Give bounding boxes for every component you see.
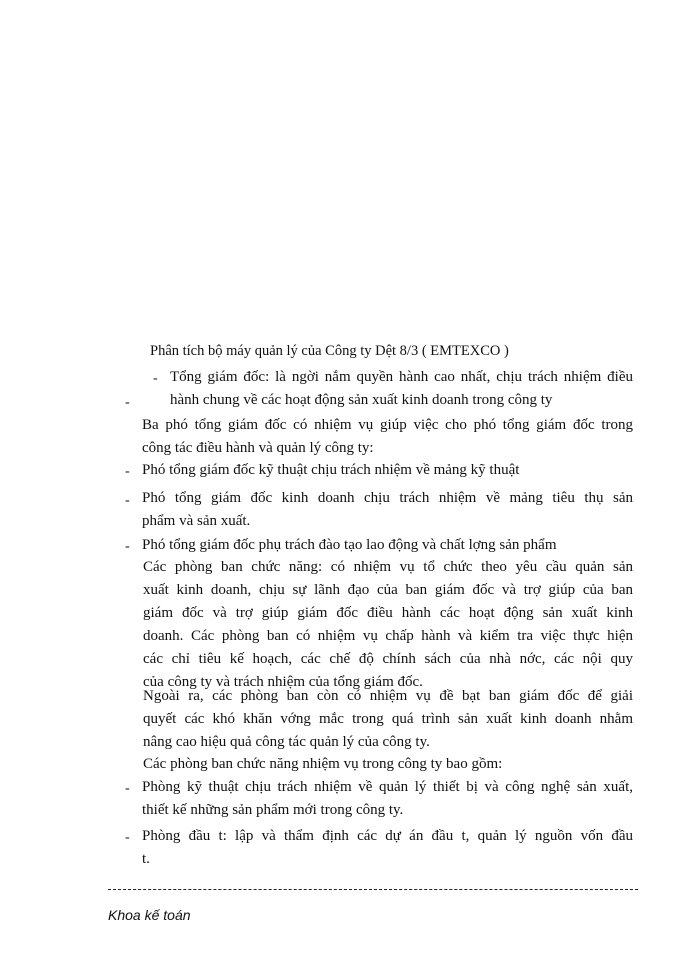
- bullet-item-line: phẩm và sản xuất.: [142, 513, 251, 529]
- footer-label: Khoa kế toán: [108, 907, 191, 923]
- bullet-item-line: công tác điều hành và quản lý công ty:: [142, 440, 374, 456]
- bullet-item-line: hành chung về các hoạt động sản xuất kinh doanh trong công ty: [170, 392, 553, 408]
- bullet-item-line: Phó tổng giám đốc kinh doanh chịu trách nhiệm về mảng tiêu thụ sản: [142, 490, 633, 506]
- paragraph-line: xuất kinh doanh, chịu sự lãnh đạo của ban giám đốc và trợ giúp của ban: [143, 582, 633, 598]
- department-item-line: Phòng kỹ thuật chịu trách nhiệm về quản lý thiết bị và công nghệ sản xuất,: [142, 779, 633, 795]
- bullet-item-line: Ba phó tổng giám đốc có nhiệm vụ giúp việc cho phó tổng giám đốc trong: [142, 417, 633, 433]
- paragraph-line: quyết các khó khăn vớng mắc trong quá trình sản xuất kinh doanh nhằm: [143, 711, 633, 727]
- paragraph-line: nâng cao hiệu quả công tác quản lý của công ty.: [143, 734, 430, 750]
- department-item-line: thiết kế những sản phẩm mới trong công ty.: [142, 802, 404, 818]
- section-heading: Phân tích bộ máy quản lý của Công ty Dệt 8/3 ( EMTEXCO ): [150, 343, 509, 359]
- paragraph-line: của công ty và trách nhiệm của tổng giám đốc.: [143, 674, 423, 690]
- department-item-line: t.: [142, 851, 150, 867]
- bullet-dash-icon: -: [125, 539, 130, 554]
- bullet-item-line: Tổng giám đốc: là ngời nắm quyền hành cao nhất, chịu trách nhiệm điều: [170, 369, 633, 385]
- paragraph-line: Các phòng ban chức năng: có nhiệm vụ tổ chức theo yêu cầu quản sản: [143, 559, 633, 575]
- paragraph-line: Các phòng ban chức năng nhiệm vụ trong công ty bao gồm:: [143, 756, 503, 772]
- bullet-dash-icon: -: [125, 395, 130, 410]
- footer-divider: [108, 889, 638, 890]
- paragraph-line: giám đốc và trợ giúp giám đốc điều hành các hoạt động sản xuất kinh: [143, 605, 633, 621]
- department-item-line: Phòng đầu t: lập và thẩm định các dự án đầu t, quản lý nguồn vốn đầu: [142, 828, 633, 844]
- bullet-dash-icon: -: [125, 464, 130, 479]
- bullet-dash-icon: -: [153, 371, 158, 386]
- paragraph-line: các chỉ tiêu kế hoạch, các chế độ chính sách của nhà nớc, các nội quy: [143, 651, 633, 667]
- paragraph-line: Ngoài ra, các phòng ban còn có nhiệm vụ đề bạt ban giám đốc để giải: [143, 688, 633, 704]
- bullet-item-line: Phó tổng giám đốc kỹ thuật chịu trách nhiệm về mảng kỹ thuật: [142, 462, 520, 478]
- bullet-dash-icon: -: [125, 781, 130, 796]
- bullet-dash-icon: -: [125, 493, 130, 508]
- bullet-item-line: Phó tổng giám đốc phụ trách đào tạo lao động và chất lợng sản phẩm: [142, 537, 557, 553]
- paragraph-line: doanh. Các phòng ban có nhiệm vụ chấp hành và kiểm tra việc thực hiện: [143, 628, 633, 644]
- bullet-dash-icon: -: [125, 830, 130, 845]
